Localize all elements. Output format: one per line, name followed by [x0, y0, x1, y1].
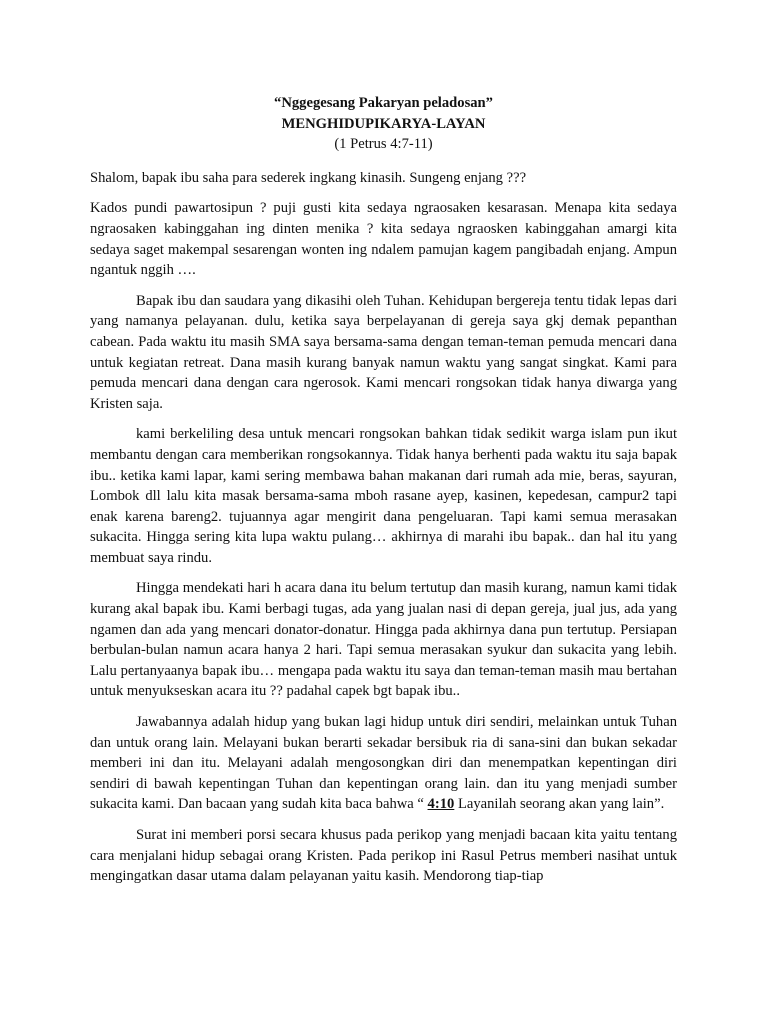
title-block: [90, 93, 677, 155]
paragraph-answer-quote: Layanilah seorang akan yang lain”.: [454, 796, 665, 813]
paragraph-letter-context: Surat ini memberi porsi secara khusus pada perikop yang menjadi bacaan kita yaitu tentang cara menjalani hidup sebagai orang Kristen. Pada perikop ini Rasul Petrus memberi nasihat untuk mengingatkan dasar utama dalam pelayanan yaitu kasih. Mendorong tiap-tiap: [90, 827, 677, 885]
scripture-reference: (1 Petrus 4:7-11): [334, 136, 433, 153]
paragraph-story-collecting: kami berkeliling desa untuk mencari rongsokan bahkan tidak sedikit warga islam pun ikut membantu dengan cara memberikan rongsokannya. Tidak hanya berhenti pada waktu itu saja bapak ibu.. ketika kami lapar, kami sering membawa bahan makanan dari rumah ada mie, beras, sayuran, Lombok dll lalu kita masak bersama-sama mboh rasane ayep, kasinen, kepedesan, campur2 tapi enak karena bareng2. tujuannya agar mengirit dana pengeluaran. Tapi kami semua merasakan sukacita. Hingga sering kita lupa waktu pulang… akhirnya di marahi ibu bapak.. dan hal itu yang membuat saya rindu.: [90, 426, 677, 566]
sermon-title-indonesian: MENGHIDUPIKARYA-LAYAN: [281, 115, 486, 132]
paragraph-story-fundraising: Hingga mendekati hari h acara dana itu belum tertutup dan masih kurang, namun kami tidak kurang akal bapak ibu. Kami berbagi tugas, ada yang jualan nasi di depan gereja, jual jus, ada yang ngamen dan ada yang mencari donator-donatur. Hingga pada akhirnya dana pun tertutup. Persiapan berbulan-bulan namun acara hanya 2 hari. Tapi semua merasakan syukur dan sukacita yang lebih. Lalu pertanyaanya bapak ibu… mengapa pada waktu itu saya dan teman-teman masih mau bertahan untuk menyukseskan acara itu ?? padahal capek bgt bapak ibu..: [90, 580, 677, 700]
paragraph-greeting: Shalom, bapak ibu saha para sederek ingkang kinasih. Sungeng enjang ???: [90, 169, 527, 186]
document-body: [90, 93, 677, 897]
sermon-title-javanese: “Nggegesang Pakaryan peladosan”: [274, 95, 493, 111]
verse-reference: 4:10: [427, 796, 455, 813]
paragraph-opening: Kados pundi pawartosipun ? puji gusti kita sedaya ngraosaken kesarasan. Menapa kita sedaya ngraosaken kabinggahan ing dinten menika ? kita sedaya ngraosken kabinggahan amargi kita sedaya saget makempal sesarengan wonten ing ndalem pamujan kagem pangibadah enjang. Ampun ngantuk nggih ….: [90, 200, 677, 279]
paragraph-answer: [90, 712, 677, 815]
paragraph-answer-text: Jawabannya adalah hidup yang bukan lagi hidup untuk diri sendiri, melainkan untuk Tuhan dan untuk orang lain. Melayani bukan berarti sekadar bersibuk ria di sana-sini dan bukan sekadar memberi ini dan itu. Melayani adalah mengosongkan diri dan menempatkan kepentingan diri sendiri di bawah kepentingan Tuhan dan kepentingan orang lain. dan itu yang menjadi sumber sukacita kami. Dan bacaan yang sudah kita baca bahwa “: [90, 714, 677, 813]
paragraph-story-intro: Bapak ibu dan saudara yang dikasihi oleh Tuhan. Kehidupan bergereja tentu tidak lepas dari yang namanya pelayanan. dulu, ketika saya berpelayanan di gereja saya gkj demak pepanthan cabean. Pada waktu itu masih SMA saya bersama-sama dengan teman-teman pemuda mencari dana untuk kegiatan retreat. Dana masih kurang banyak namun waktu yang sangat singkat. Kami para pemuda mencari dana dengan cara ngerosok. Kami mencari rongsokan tidak hanya diwarga yang Kristen saja.: [90, 292, 677, 412]
